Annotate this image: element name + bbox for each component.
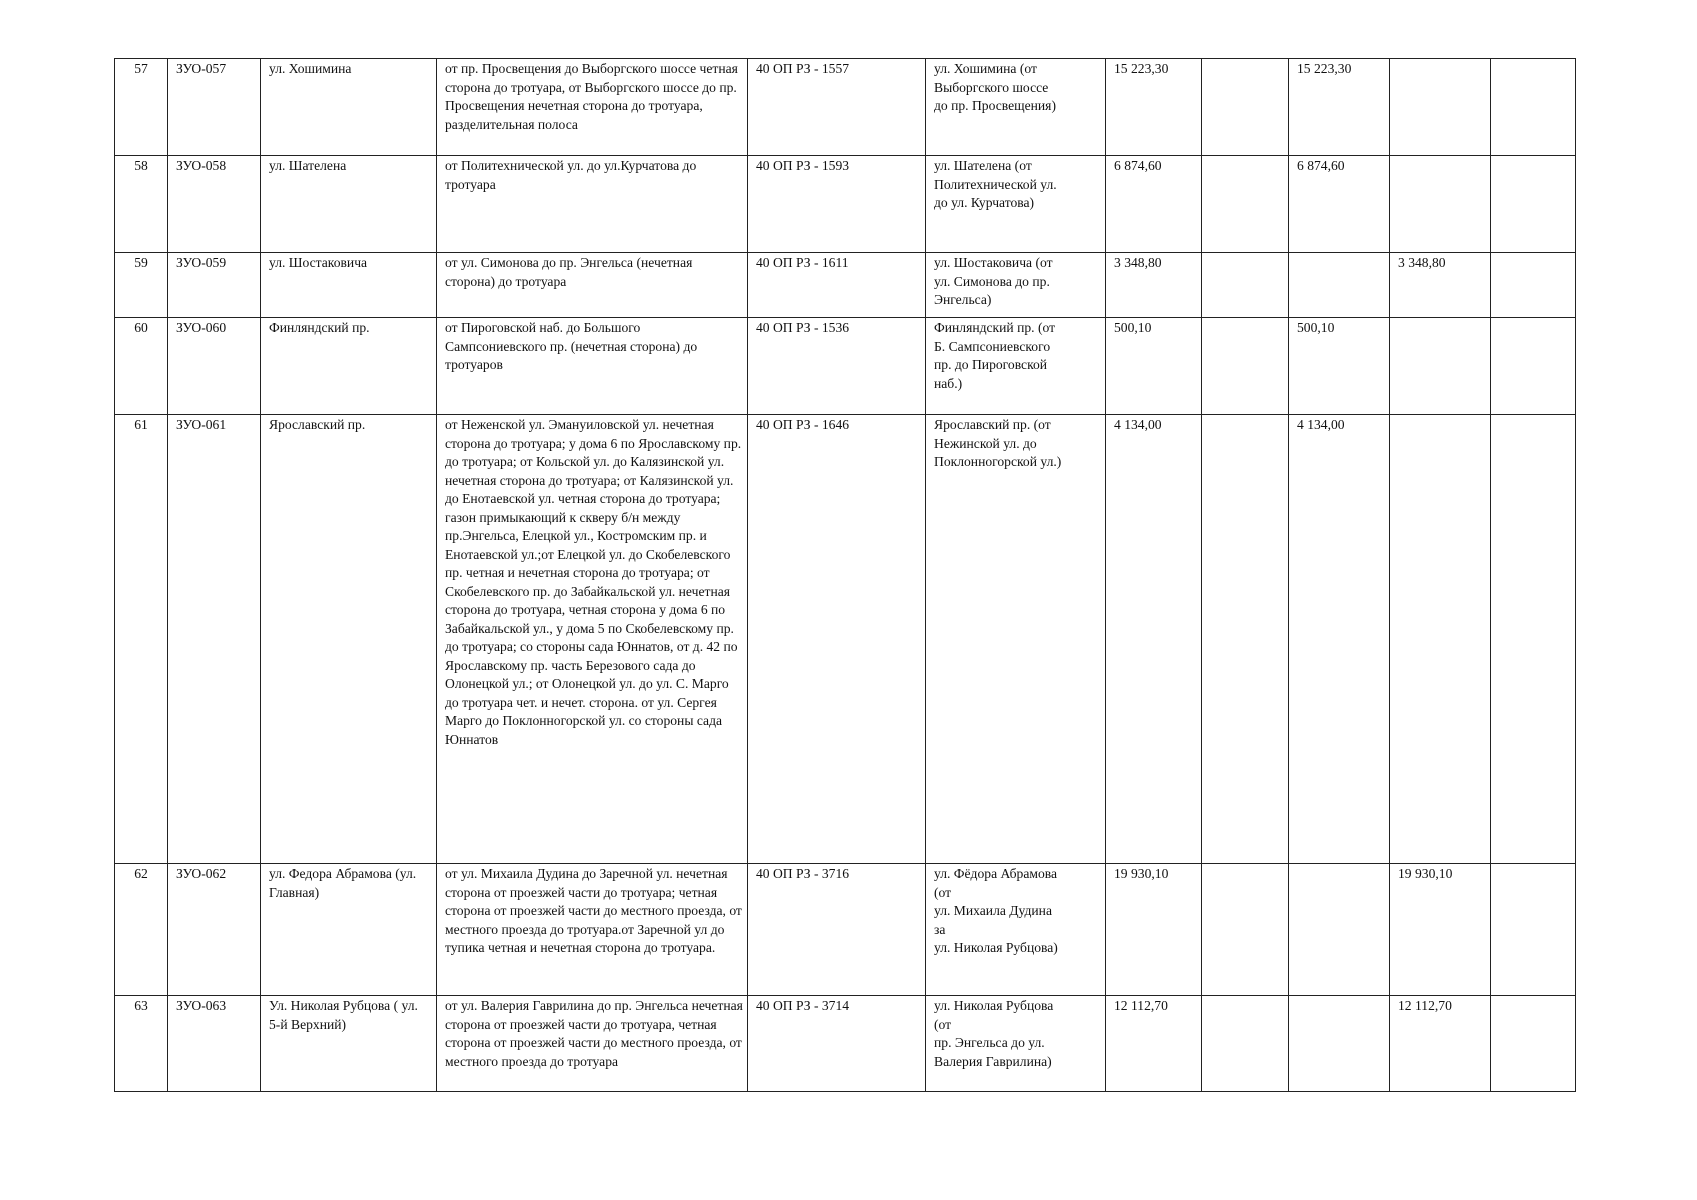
road-name: ул. Хошимина (от Выборгского шоссе до пр. Просвещения)	[926, 59, 1106, 156]
boundaries-description: от Неженской ул. Эмануиловской ул. нечетная сторона до тротуара; у дома 6 по Ярославскому пр. до тротуара; от Кольской ул. до Калязинской ул. нечетная сторона до тротуара; от Калязинской ул. до Енотаевской ул. четная сторона до тротуара; газон примыкающий к скверу б/н между пр.Энгельса, Елецкой ул., Костромским пр. и Енотаевской ул.;от Елецкой ул. до Скобелевского пр. четная и нечетная сторона до тротуара; от Скобелевского пр. до Забайкальской ул. нечетная сторона до тротуара, четная сторона у дома 6 по Забайкальской ул., у дома 5 по Скобелевскому пр. до тротуара; со стороны сада Юннатов, от д. 42 по Ярославскому пр. часть Березового сада до Олонецкой ул.; от Олонецкой ул. до ул. С. Марго до тротуара чет. и нечет. сторона. от ул. Сергея Марго до Поклонногорской ул. со стороны сада Юннатов	[437, 415, 748, 864]
area-column-b: 6 874,60	[1289, 156, 1390, 253]
row-number: 61	[115, 415, 168, 864]
area-column-a	[1202, 318, 1289, 415]
road-id: 40 ОП РЗ - 1557	[748, 59, 926, 156]
row-number: 57	[115, 59, 168, 156]
object-code: ЗУО-061	[168, 415, 261, 864]
street-name: Финляндский пр.	[261, 318, 437, 415]
street-name: ул. Шателена	[261, 156, 437, 253]
area-column-b: 500,10	[1289, 318, 1390, 415]
area-total: 500,10	[1106, 318, 1202, 415]
road-id: 40 ОП РЗ - 3714	[748, 996, 926, 1092]
area-column-d	[1491, 253, 1576, 318]
table-row	[115, 156, 1576, 253]
road-id: 40 ОП РЗ - 1536	[748, 318, 926, 415]
boundaries-description: от ул. Михаила Дудина до Заречной ул. нечетная сторона от проезжей части до тротуара; четная сторона от проезжей части до местного проезда, от местного проезда до тротуара.от Заречной ул до тупика четная и нечетная сторона до тротуара.	[437, 864, 748, 996]
row-number: 62	[115, 864, 168, 996]
table-row	[115, 864, 1576, 996]
area-column-a	[1202, 996, 1289, 1092]
table-row	[115, 415, 1576, 864]
table-row	[115, 59, 1576, 156]
area-column-b	[1289, 864, 1390, 996]
area-column-d	[1491, 59, 1576, 156]
area-column-b	[1289, 253, 1390, 318]
area-column-a	[1202, 864, 1289, 996]
boundaries-description: от пр. Просвещения до Выборгского шоссе четная сторона до тротуара, от Выборгского шоссе до пр. Просвещения нечетная сторона до тротуара, разделительная полоса	[437, 59, 748, 156]
area-column-a	[1202, 156, 1289, 253]
object-code: ЗУО-063	[168, 996, 261, 1092]
road-name: Финляндский пр. (от Б. Сампсониевского пр. до Пироговской наб.)	[926, 318, 1106, 415]
area-column-c	[1390, 156, 1491, 253]
table-row	[115, 253, 1576, 318]
boundaries-description: от Пироговской наб. до Большого Сампсониевского пр. (нечетная сторона) до тротуаров	[437, 318, 748, 415]
road-name: ул. Фёдора Абрамова (от ул. Михаила Дудина за ул. Николая Рубцова)	[926, 864, 1106, 996]
boundaries-description: от ул. Симонова до пр. Энгельса (нечетная сторона) до тротуара	[437, 253, 748, 318]
area-column-d	[1491, 996, 1576, 1092]
area-column-c: 12 112,70	[1390, 996, 1491, 1092]
roads-table	[114, 58, 1576, 1092]
street-name: ул. Шостаковича	[261, 253, 437, 318]
area-total: 19 930,10	[1106, 864, 1202, 996]
area-column-a	[1202, 59, 1289, 156]
area-total: 15 223,30	[1106, 59, 1202, 156]
road-name: ул. Николая Рубцова (от пр. Энгельса до ул. Валерия Гаврилина)	[926, 996, 1106, 1092]
boundaries-description: от Политехнической ул. до ул.Курчатова до тротуара	[437, 156, 748, 253]
object-code: ЗУО-059	[168, 253, 261, 318]
area-total: 6 874,60	[1106, 156, 1202, 253]
road-id: 40 ОП РЗ - 1611	[748, 253, 926, 318]
object-code: ЗУО-057	[168, 59, 261, 156]
row-number: 60	[115, 318, 168, 415]
area-column-b: 15 223,30	[1289, 59, 1390, 156]
road-id: 40 ОП РЗ - 1646	[748, 415, 926, 864]
road-id: 40 ОП РЗ - 3716	[748, 864, 926, 996]
street-name: ул. Хошимина	[261, 59, 437, 156]
object-code: ЗУО-062	[168, 864, 261, 996]
area-column-d	[1491, 415, 1576, 864]
area-column-c: 19 930,10	[1390, 864, 1491, 996]
road-name: ул. Шателена (от Политехнической ул. до ул. Курчатова)	[926, 156, 1106, 253]
area-column-b	[1289, 996, 1390, 1092]
area-total: 3 348,80	[1106, 253, 1202, 318]
area-column-c	[1390, 318, 1491, 415]
area-column-d	[1491, 318, 1576, 415]
area-total: 12 112,70	[1106, 996, 1202, 1092]
area-column-b: 4 134,00	[1289, 415, 1390, 864]
area-column-d	[1491, 864, 1576, 996]
row-number: 58	[115, 156, 168, 253]
row-number: 59	[115, 253, 168, 318]
area-column-d	[1491, 156, 1576, 253]
road-name: Ярославский пр. (от Нежинской ул. до Поклонногорской ул.)	[926, 415, 1106, 864]
street-name: Ярославский пр.	[261, 415, 437, 864]
table-row	[115, 318, 1576, 415]
street-name: ул. Федора Абрамова (ул. Главная)	[261, 864, 437, 996]
area-column-c	[1390, 415, 1491, 864]
object-code: ЗУО-060	[168, 318, 261, 415]
area-column-c: 3 348,80	[1390, 253, 1491, 318]
street-name: Ул. Николая Рубцова ( ул. 5-й Верхний)	[261, 996, 437, 1092]
boundaries-description: от ул. Валерия Гаврилина до пр. Энгельса нечетная сторона от проезжей части до тротуара, четная сторона от проезжей части до местного проезда, от местного проезда до тротуара	[437, 996, 748, 1092]
row-number: 63	[115, 996, 168, 1092]
table-row	[115, 996, 1576, 1092]
area-column-a	[1202, 253, 1289, 318]
area-column-a	[1202, 415, 1289, 864]
area-total: 4 134,00	[1106, 415, 1202, 864]
road-id: 40 ОП РЗ - 1593	[748, 156, 926, 253]
road-name: ул. Шостаковича (от ул. Симонова до пр. Энгельса)	[926, 253, 1106, 318]
area-column-c	[1390, 59, 1491, 156]
object-code: ЗУО-058	[168, 156, 261, 253]
